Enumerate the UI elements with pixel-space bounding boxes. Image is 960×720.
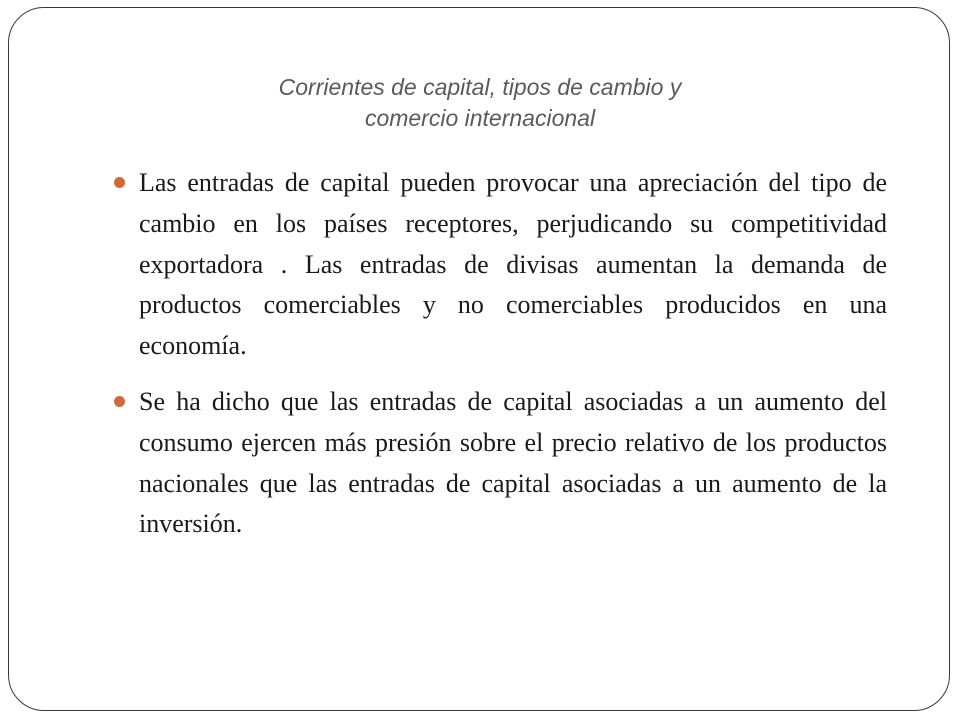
bullet-text: Las entradas de capital pueden provocar una apreciación del tipo de cambio en los países receptores, perjudicando su competitividad exportadora . Las entradas de divisas aumentan la demanda de productos comerciables y no comerciables producidos en una economía. [139,168,887,361]
bullet-dot-icon [114,396,125,407]
slide-frame [8,7,950,711]
bullet-item [105,382,887,545]
bullet-list [105,163,887,560]
bullet-item [105,163,887,367]
bullet-dot-icon [114,177,125,188]
slide-title-line-1: Corrientes de capital, tipos de cambio y [278,74,682,100]
slide-title [9,72,951,134]
slide-title-line-2: comercio internacional [364,105,596,131]
bullet-text: Se ha dicho que las entradas de capital asociadas a un aumento del consumo ejercen más presión sobre el precio relativo de los productos nacionales que las entradas de capital asociadas a un aumento de la inversión. [139,386,887,539]
